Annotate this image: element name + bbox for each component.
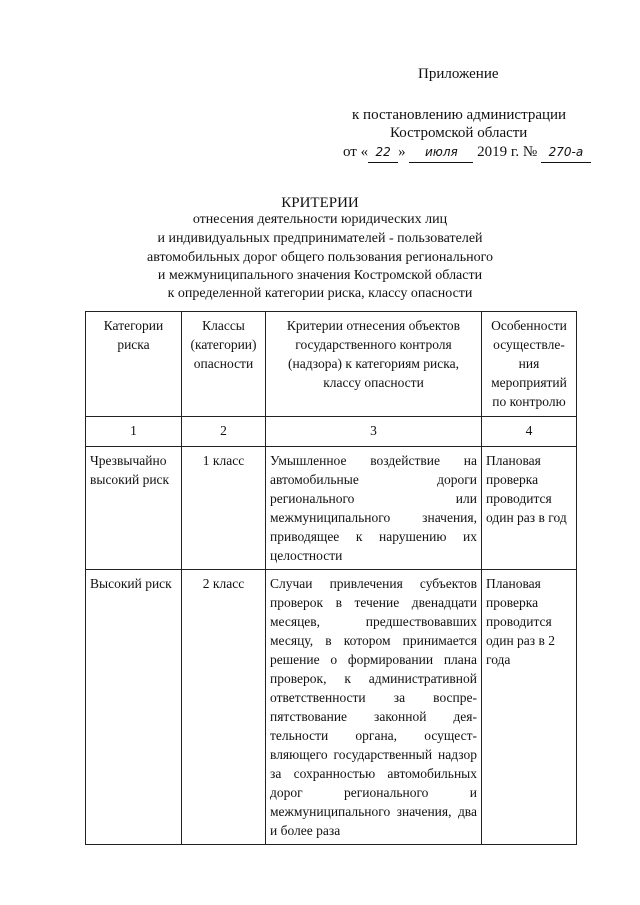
table-row xyxy=(86,447,577,570)
column-number: 1 xyxy=(86,417,182,447)
resolution-ref: к постановлению администрации xyxy=(352,107,567,123)
appendix-label: Приложение xyxy=(418,66,499,82)
column-number: 3 xyxy=(266,417,482,447)
risk-category-cell: Чрезвычайно высокий риск xyxy=(86,447,182,570)
header-cell-class: Классы (категории) опасности xyxy=(182,312,266,417)
control-features-cell: Плановая проверка проводится один раз в 2 года xyxy=(482,570,577,845)
control-features-cell: Плановая проверка проводится один раз в год xyxy=(482,447,577,570)
date-day: 22 xyxy=(368,142,398,163)
header-cell-features: Особенности осуществле-ния мероприятий по контролю xyxy=(482,312,577,417)
criteria-cell: Случаи привлечения субъектов проверок в течение двенадцати месяцев, предшествовавших месяцу, в котором принимается решение о формировании плана проверок, к административной ответственности за воспре-пятствование законной дея-тельности органа, осущест-вляющего государственный надзор за сохранностью автомобильных дорог регионального и межмуниципального значения, два и более раза xyxy=(266,570,482,845)
column-number: 2 xyxy=(182,417,266,447)
date-prefix: от « xyxy=(343,144,369,160)
criteria-cell: Умышленное воздействие на автомобильные дороги регионального или межмуниципального значения, приводящее к нарушению их целостности xyxy=(266,447,482,570)
subtitle-line: к определенной категории риска, классу опасности xyxy=(167,286,473,301)
date-year: 2019 г. № xyxy=(477,144,538,160)
criteria-table xyxy=(85,311,577,845)
subtitle-line: и индивидуальных предпринимателей - пользователей xyxy=(157,231,483,246)
risk-category-cell: Высокий риск xyxy=(86,570,182,845)
hazard-class-cell: 2 класс xyxy=(182,570,266,845)
column-number: 4 xyxy=(482,417,577,447)
date-month: июля xyxy=(409,142,473,163)
header-cell-criteria: Критерии отнесения объектов государственного контроля (надзора) к категориям риска, классу опасности xyxy=(266,312,482,417)
document-date-line xyxy=(343,142,591,163)
subtitle-line: и межмуниципального значения Костромской области xyxy=(157,268,483,283)
table-row xyxy=(86,570,577,845)
document-title: КРИТЕРИИ xyxy=(281,195,359,211)
date-mid: » xyxy=(398,144,406,160)
table-header-row xyxy=(86,312,577,417)
document-number: 270-а xyxy=(541,142,591,163)
subtitle-line: автомобильных дорог общего пользования регионального xyxy=(147,250,493,265)
column-number-row xyxy=(86,417,577,447)
hazard-class-cell: 1 класс xyxy=(182,447,266,570)
subtitle-line: отнесения деятельности юридических лиц xyxy=(192,212,448,227)
header-cell-category: Категории риска xyxy=(86,312,182,417)
region-name: Костромской области xyxy=(390,125,528,141)
